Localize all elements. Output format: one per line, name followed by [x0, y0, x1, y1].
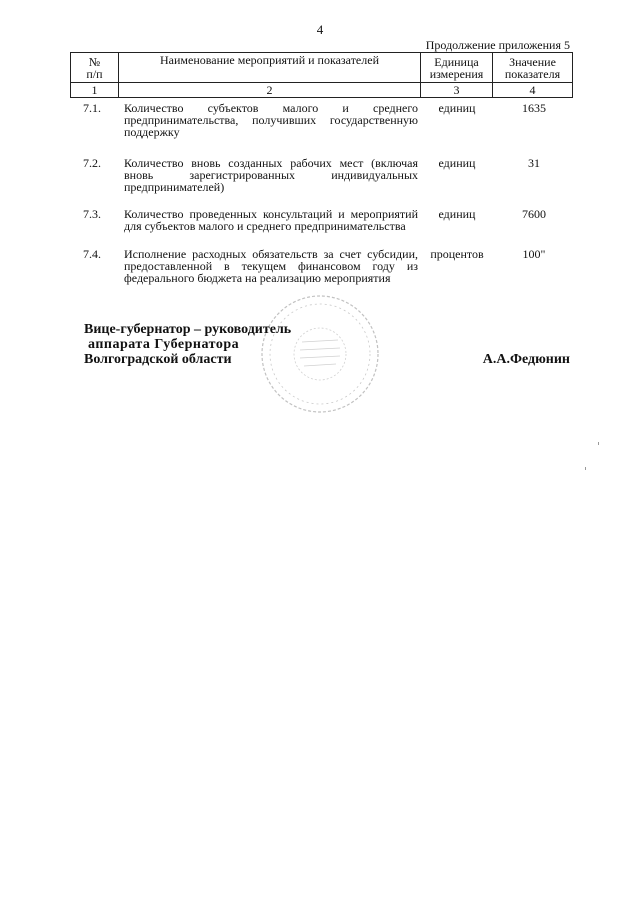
row-value: 1635 — [522, 101, 546, 115]
page-number: 4 — [316, 22, 324, 37]
table-header-row — [71, 53, 573, 83]
position-line: Вице-губернатор – руководитель — [84, 322, 292, 337]
signatory-name: А.А.Федюнин — [482, 352, 570, 367]
continuation-label: Продолжение приложения 5 — [425, 38, 570, 52]
column-number-row — [71, 83, 573, 98]
scan-mark — [598, 442, 599, 445]
row-value: 7600 — [522, 207, 546, 221]
header-unit: Единица измерения — [421, 53, 493, 83]
header-num: № п/п — [71, 53, 119, 83]
column-number: 3 — [421, 83, 493, 98]
column-number: 1 — [71, 83, 119, 98]
scan-mark — [585, 467, 586, 470]
row-name: Исполнение расходных обязательств за счет субсидии, предоставленной в текущем финансовом году из федерального бюджета на реализацию мероприятия — [124, 247, 418, 285]
row-name: Количество проведенных консультаций и мероприятий для субъектов малого и среднего предпринимательства — [124, 207, 418, 233]
row-value: 31 — [528, 156, 540, 170]
row-unit: процентов — [430, 247, 484, 261]
row-unit: единиц — [438, 101, 476, 115]
signatory-position — [84, 322, 291, 367]
row-number: 7.4. — [83, 247, 101, 261]
indicators-table-header — [70, 52, 573, 98]
position-line: аппарата Губернатора — [88, 337, 240, 352]
row-name: Количество субъектов малого и среднего предпринимательства, получивших государственную поддержку — [124, 101, 418, 139]
row-number: 7.2. — [83, 156, 101, 170]
position-line: Волгоградской области — [84, 352, 232, 367]
row-unit: единиц — [438, 207, 476, 221]
row-value: 100" — [522, 247, 546, 261]
header-name: Наименование мероприятий и показателей — [119, 53, 421, 83]
row-number: 7.1. — [83, 101, 101, 115]
header-value: Значение показателя — [493, 53, 573, 83]
row-name: Количество вновь созданных рабочих мест (включая вновь зарегистрированных индивидуальных предпринимателей) — [124, 156, 418, 194]
row-number: 7.3. — [83, 207, 101, 221]
column-number: 2 — [119, 83, 421, 98]
row-unit: единиц — [438, 156, 476, 170]
column-number: 4 — [493, 83, 573, 98]
